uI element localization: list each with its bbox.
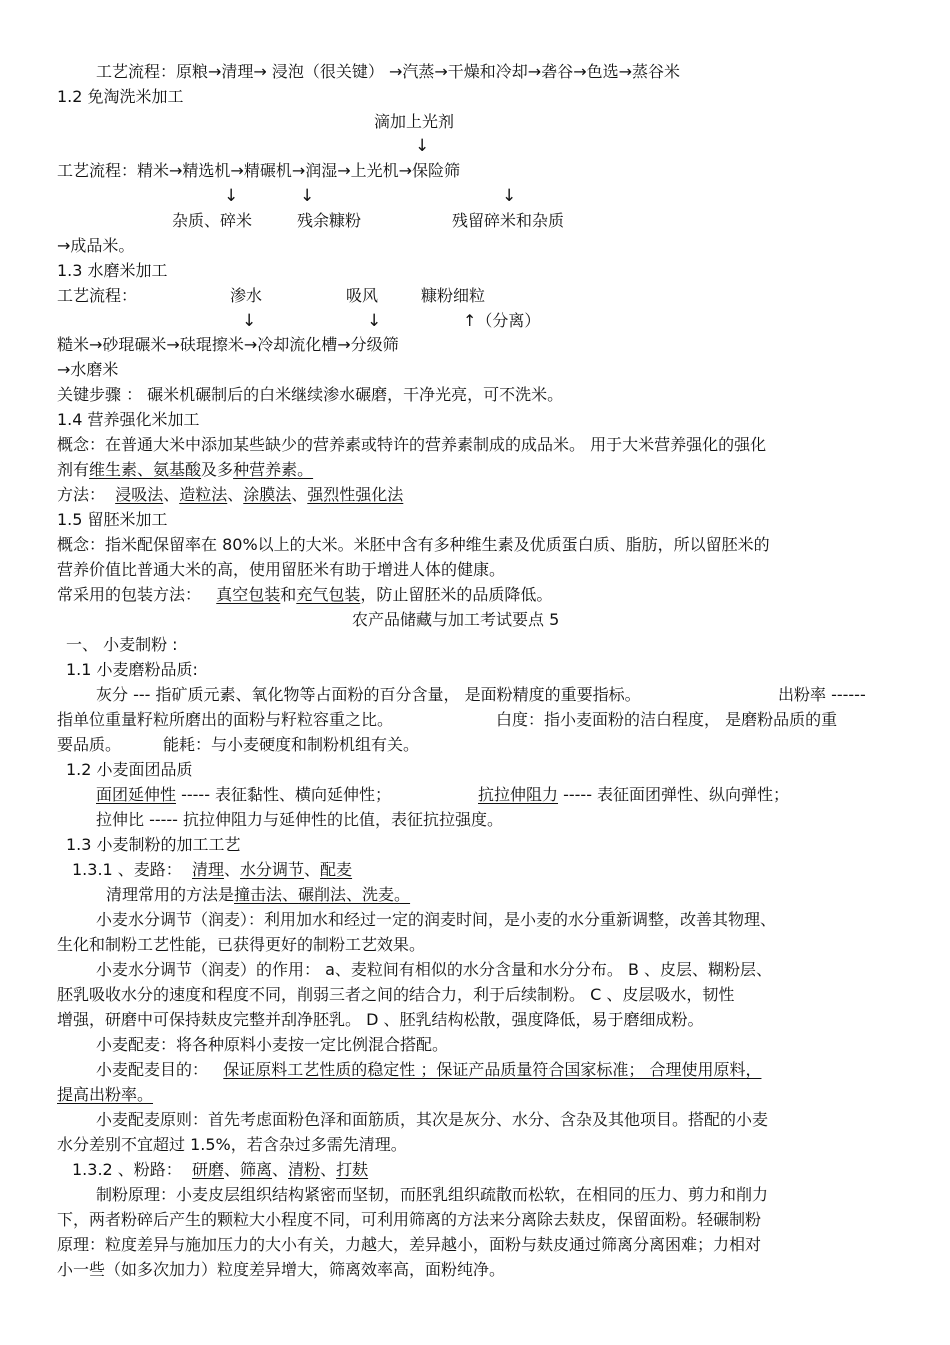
subsection-line bbox=[72, 1159, 368, 1181]
underlined-term: 维生素、 bbox=[89, 460, 154, 479]
text-line: 小一些（如多次加力）粒度差异增大，筛离效率高，面粉纯净。 bbox=[57, 1260, 506, 1279]
text-line: 出粉率 ------ bbox=[778, 685, 866, 704]
text-line bbox=[57, 584, 552, 606]
text-line: →水磨米 bbox=[57, 360, 119, 379]
underlined-term: 提高出粉率。 bbox=[57, 1085, 154, 1104]
text-line: 下，两者粉碎后产生的颗粒大小程度不同，可利用筛离的方法来分离除去麸皮，保留面粉。轻碾制粉 bbox=[57, 1210, 762, 1229]
text-line: 工艺流程： bbox=[57, 286, 138, 305]
text-segment: 剂有 bbox=[57, 460, 90, 479]
up-arrow-annotation: ↑（分离） bbox=[463, 311, 541, 330]
text-line: 原理：粒度差异与施加压力的大小有关，力越大，差异越小，面粉与麸皮通过筛离分离困难；力相对 bbox=[57, 1235, 762, 1254]
flow-annotation: 杂质、碎米 bbox=[172, 211, 253, 230]
underlined-term: 水分调节 bbox=[240, 860, 305, 879]
text-line: 生化和制粉工艺性能，已获得更好的制粉工艺效果。 bbox=[57, 935, 426, 954]
section-heading: 1.4 营养强化米加工 bbox=[57, 410, 200, 429]
flow-annotation: 渗水 bbox=[230, 286, 263, 305]
underlined-term: 造粒法 bbox=[179, 485, 228, 504]
text-segment: 1.3.2 、粉路： bbox=[72, 1160, 182, 1179]
down-arrow: ↓ bbox=[415, 136, 430, 156]
flow-annotation: 糠粉细粒 bbox=[421, 286, 486, 305]
underlined-term: 筛离 bbox=[240, 1160, 273, 1179]
text-segment: 、 bbox=[304, 860, 321, 879]
text-line bbox=[96, 1059, 761, 1081]
text-line: 概念：指米配保留率在 80%以上的大米。米胚中含有多种维生素及优质蛋白质、脂肪，所以留胚米的 bbox=[57, 535, 770, 554]
process-flow: 工艺流程：精米→精选机→精碾机→润湿→上光机→保险筛 bbox=[57, 161, 461, 180]
text-line: 能耗：与小麦硬度和制粉机组有关。 bbox=[163, 735, 420, 754]
text-segment: 1.3.1 、麦路： bbox=[72, 860, 182, 879]
text-line: 小麦配麦原则：首先考虑面粉色泽和面筋质，其次是灰分、水分、含杂及其他项目。搭配的小麦 bbox=[96, 1110, 769, 1129]
section-heading: 一、 小麦制粉 : bbox=[66, 635, 178, 654]
text-segment: ----- 表征黏性、横向延伸性； bbox=[176, 785, 392, 804]
underlined-term: 强烈性强化法 bbox=[307, 485, 404, 504]
text-line: 工艺流程：原粮→清理→ 浸泡（很关键） →汽蒸→干燥和冷却→砻谷→色选→蒸谷米 bbox=[96, 62, 681, 81]
text-line bbox=[57, 1084, 153, 1106]
text-line bbox=[57, 484, 403, 506]
down-arrow: ↓ bbox=[300, 186, 315, 206]
text-segment: 、 bbox=[291, 485, 308, 504]
text-line: 灰分 --- 指矿质元素、氧化物等占面粉的百分含量， 是面粉精度的重要指标。 bbox=[96, 685, 641, 704]
text-line: 要品质。 bbox=[57, 735, 122, 754]
text-segment: 清理常用的方法是 bbox=[106, 885, 235, 904]
subsection-line bbox=[72, 859, 352, 881]
text-segment: 、 bbox=[227, 485, 244, 504]
text-line: 指单位重量籽粒所磨出的面粉与籽粒容重之比。 bbox=[57, 710, 394, 729]
text-line bbox=[57, 459, 313, 481]
underlined-term: 撞击法、 bbox=[234, 885, 299, 904]
text-line: 水分差别不宜超过 1.5%，若含杂过多需先清理。 bbox=[57, 1135, 407, 1154]
underlined-term: 种营养素。 bbox=[233, 460, 314, 479]
underlined-term: 浸吸法 bbox=[115, 485, 164, 504]
down-arrow: ↓ bbox=[242, 311, 257, 331]
text-line: 拉伸比 ----- 抗拉伸阻力与延伸性的比值，表征抗拉强度。 bbox=[96, 810, 504, 829]
underlined-term: 清粉 bbox=[288, 1160, 321, 1179]
text-segment: 、 bbox=[224, 860, 241, 879]
section-heading: 1.2 小麦面团品质 bbox=[66, 760, 193, 779]
down-arrow: ↓ bbox=[224, 186, 239, 206]
text-segment: 、 bbox=[163, 485, 180, 504]
text-line bbox=[478, 784, 789, 806]
text-line: 营养价值比普通大米的高，使用留胚米有助于增进人体的健康。 bbox=[57, 560, 506, 579]
underlined-term: 清理 bbox=[191, 860, 224, 879]
text-line: 概念：在普通大米中添加某些缺少的营养素或特许的营养素制成的成品米。 用于大米营养强化的强化 bbox=[57, 435, 767, 454]
underlined-term: 碾削法、 bbox=[298, 885, 363, 904]
section-heading: 1.3 水磨米加工 bbox=[57, 261, 168, 280]
section-heading: 1.5 留胚米加工 bbox=[57, 510, 168, 529]
text-segment: 、 bbox=[272, 1160, 289, 1179]
underlined-term: 洗麦。 bbox=[362, 885, 411, 904]
text-line: 增强，研磨中可保持麸皮完整并刮净胚乳。 D 、胚乳结构松散，强度降低，易于磨细成粉。 bbox=[57, 1010, 704, 1029]
page-header: 农产品储藏与加工考试要点 5 bbox=[352, 610, 560, 629]
text-line: →成品米。 bbox=[57, 236, 135, 255]
text-line: 白度：指小麦面粉的洁白程度， 是磨粉品质的重 bbox=[496, 710, 838, 729]
text-segment: ，防止留胚米的品质降低。 bbox=[360, 585, 553, 604]
underlined-term: 抗拉伸阻力 bbox=[478, 785, 559, 804]
underlined-term: 保证原料工艺性质的稳定性 ；保证产品质量符合国家标准； 合理使用原料， bbox=[223, 1060, 762, 1079]
text-line: 关键步骤 ： 碾米机碾制后的白米继续渗水碾磨，干净光亮，可不洗米。 bbox=[57, 385, 564, 404]
text-line: 小麦水分调节（润麦）的作用： a、麦粒间有相似的水分含量和水分分布。 B 、皮层、糊粉层、 bbox=[96, 960, 773, 979]
underlined-term: 充气包装 bbox=[296, 585, 361, 604]
underlined-term: 配麦 bbox=[320, 860, 353, 879]
flow-annotation: 吸风 bbox=[346, 286, 379, 305]
underlined-term: 涂膜法 bbox=[243, 485, 292, 504]
text-line bbox=[96, 784, 391, 806]
text-line: 胚乳吸收水分的速度和程度不同，削弱三者之间的结合力，利于后续制粉。 C 、皮层吸水，韧性 bbox=[57, 985, 735, 1004]
flow-annotation: 残余糠粉 bbox=[297, 211, 362, 230]
text-segment: 及多 bbox=[201, 460, 234, 479]
text-segment: ----- 表征面团弹性、纵向弹性； bbox=[558, 785, 790, 804]
section-heading: 1.2 免淘洗米加工 bbox=[57, 87, 184, 106]
text-segment: 和 bbox=[280, 585, 297, 604]
text-line: 小麦配麦：将各种原料小麦按一定比例混合搭配。 bbox=[96, 1035, 449, 1054]
underlined-term: 研磨 bbox=[191, 1160, 224, 1179]
process-flow: 糙米→砂琨碾米→砆琨擦米→冷却流化槽→分级筛 bbox=[57, 335, 399, 354]
text-segment: 小麦配麦目的： bbox=[96, 1060, 209, 1079]
flow-annotation: 残留碎米和杂质 bbox=[452, 211, 565, 230]
flow-annotation: 滴加上光剂 bbox=[374, 112, 455, 131]
section-heading: 1.1 小麦磨粉品质: bbox=[66, 660, 198, 679]
text-line bbox=[106, 884, 410, 906]
underlined-term: 真空包装 bbox=[216, 585, 281, 604]
text-segment: 、 bbox=[224, 1160, 241, 1179]
section-heading: 1.3 小麦制粉的加工工艺 bbox=[66, 835, 241, 854]
down-arrow: ↓ bbox=[502, 186, 517, 206]
text-line: 制粉原理：小麦皮层组织结构紧密而坚韧，而胚乳组织疏散而松软，在相同的压力、剪力和削力 bbox=[96, 1185, 769, 1204]
text-segment: 方法： bbox=[57, 485, 106, 504]
underlined-term: 氨基酸 bbox=[153, 460, 202, 479]
text-segment: 常采用的包装方法： bbox=[57, 585, 202, 604]
underlined-term: 打麸 bbox=[336, 1160, 369, 1179]
underlined-term: 面团延伸性 bbox=[96, 785, 177, 804]
down-arrow: ↓ bbox=[367, 311, 382, 331]
text-segment: 、 bbox=[320, 1160, 337, 1179]
text-line: 小麦水分调节（润麦）：利用加水和经过一定的润麦时间，是小麦的水分重新调整，改善其物理、 bbox=[96, 910, 777, 929]
